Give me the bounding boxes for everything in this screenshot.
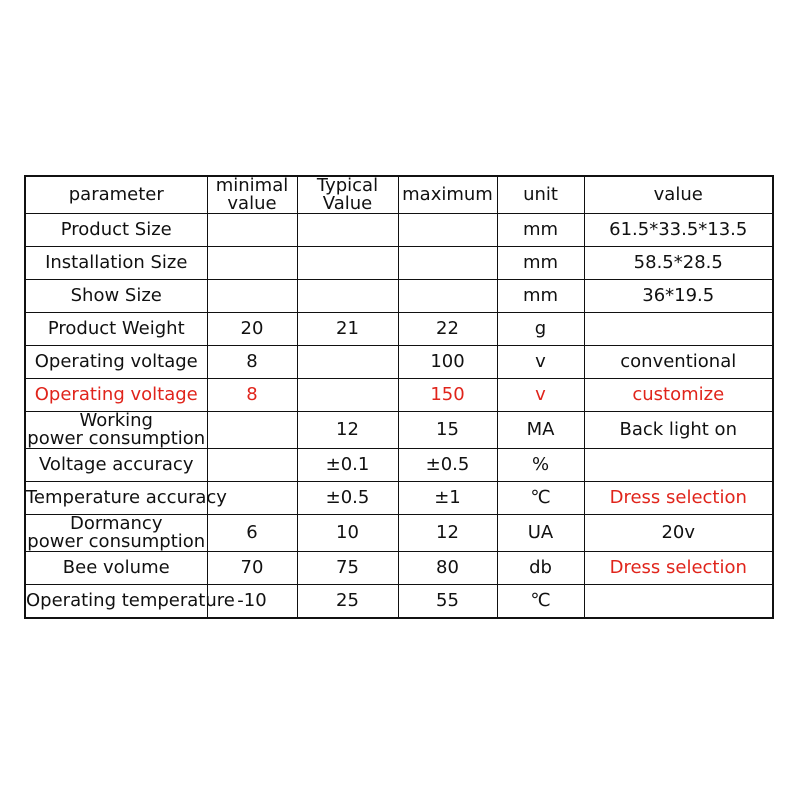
cell-parameter: Product Size: [25, 214, 207, 247]
cell-unit: mm: [497, 280, 584, 313]
cell-parameter: Voltage accuracy: [25, 449, 207, 482]
cell-max: 12: [398, 515, 497, 552]
cell-unit: ℃: [497, 482, 584, 515]
cell-min: 20: [207, 313, 297, 346]
header-parameter: parameter: [25, 176, 207, 214]
cell-min: 8: [207, 379, 297, 412]
cell-parameter: Temperature accuracy: [25, 482, 207, 515]
spec-table: [24, 175, 774, 619]
header-typical-value: [297, 176, 398, 214]
header-maximum: maximum: [398, 176, 497, 214]
cell-parameter-line2: power consumption: [27, 531, 206, 552]
cell-unit: ℃: [497, 585, 584, 618]
header-typical-line2: Value: [322, 193, 373, 214]
cell-unit: %: [497, 449, 584, 482]
table-row: [25, 449, 773, 482]
cell-parameter-line1: Dormancy: [70, 513, 163, 534]
cell-value: 20v: [584, 515, 773, 552]
cell-value: [584, 449, 773, 482]
cell-parameter: Operating temperature: [25, 585, 207, 618]
cell-min: [207, 280, 297, 313]
cell-typ: 10: [297, 515, 398, 552]
cell-parameter: Bee volume: [25, 552, 207, 585]
cell-parameter: Show Size: [25, 280, 207, 313]
header-minimal-value: [207, 176, 297, 214]
cell-min: [207, 247, 297, 280]
cell-typ: ±0.1: [297, 449, 398, 482]
cell-parameter: Installation Size: [25, 247, 207, 280]
cell-min: 6: [207, 515, 297, 552]
cell-value: 58.5*28.5: [584, 247, 773, 280]
cell-min: [207, 214, 297, 247]
cell-unit: v: [497, 379, 584, 412]
cell-typ: 75: [297, 552, 398, 585]
cell-typ: [297, 280, 398, 313]
cell-unit: mm: [497, 247, 584, 280]
table-row: [25, 280, 773, 313]
cell-max: 55: [398, 585, 497, 618]
cell-value: [584, 313, 773, 346]
table-row: [25, 482, 773, 515]
cell-unit: MA: [497, 412, 584, 449]
cell-value: customize: [584, 379, 773, 412]
table-row: [25, 515, 773, 552]
cell-max: 22: [398, 313, 497, 346]
header-minimal-line1: minimal: [215, 175, 289, 196]
cell-typ: ±0.5: [297, 482, 398, 515]
header-unit: unit: [497, 176, 584, 214]
table-row: [25, 412, 773, 449]
cell-value: 61.5*33.5*13.5: [584, 214, 773, 247]
cell-parameter: Operating voltage: [25, 379, 207, 412]
table-row: [25, 214, 773, 247]
table-row: [25, 346, 773, 379]
table-row: [25, 585, 773, 618]
header-row: [25, 176, 773, 214]
cell-parameter: [25, 412, 207, 449]
cell-unit: UA: [497, 515, 584, 552]
cell-typ: [297, 247, 398, 280]
cell-typ: [297, 346, 398, 379]
cell-max: 80: [398, 552, 497, 585]
cell-min: -10: [207, 585, 297, 618]
cell-max: 100: [398, 346, 497, 379]
cell-min: [207, 412, 297, 449]
table-row: [25, 313, 773, 346]
cell-value: conventional: [584, 346, 773, 379]
cell-min: 70: [207, 552, 297, 585]
cell-min: [207, 449, 297, 482]
cell-typ: [297, 214, 398, 247]
cell-unit: db: [497, 552, 584, 585]
cell-value: Dress selection: [584, 482, 773, 515]
cell-max: ±0.5: [398, 449, 497, 482]
cell-value: [584, 585, 773, 618]
cell-unit: g: [497, 313, 584, 346]
cell-value: Back light on: [584, 412, 773, 449]
cell-typ: 21: [297, 313, 398, 346]
cell-max: [398, 247, 497, 280]
cell-typ: 25: [297, 585, 398, 618]
cell-unit: v: [497, 346, 584, 379]
cell-max: ±1: [398, 482, 497, 515]
table-row: [25, 552, 773, 585]
cell-parameter-line1: Working: [79, 410, 153, 431]
header-typical-line1: Typical: [316, 175, 379, 196]
cell-min: 8: [207, 346, 297, 379]
cell-max: [398, 280, 497, 313]
cell-parameter-line2: power consumption: [27, 428, 206, 449]
cell-unit: mm: [497, 214, 584, 247]
cell-parameter: Product Weight: [25, 313, 207, 346]
header-value: value: [584, 176, 773, 214]
cell-max: 15: [398, 412, 497, 449]
cell-parameter: [25, 515, 207, 552]
cell-max: [398, 214, 497, 247]
cell-max: 150: [398, 379, 497, 412]
cell-typ: [297, 379, 398, 412]
cell-parameter: Operating voltage: [25, 346, 207, 379]
cell-value: 36*19.5: [584, 280, 773, 313]
table-row: [25, 247, 773, 280]
cell-typ: 12: [297, 412, 398, 449]
header-minimal-line2: value: [227, 193, 277, 214]
table-row-highlighted: [25, 379, 773, 412]
cell-value: Dress selection: [584, 552, 773, 585]
